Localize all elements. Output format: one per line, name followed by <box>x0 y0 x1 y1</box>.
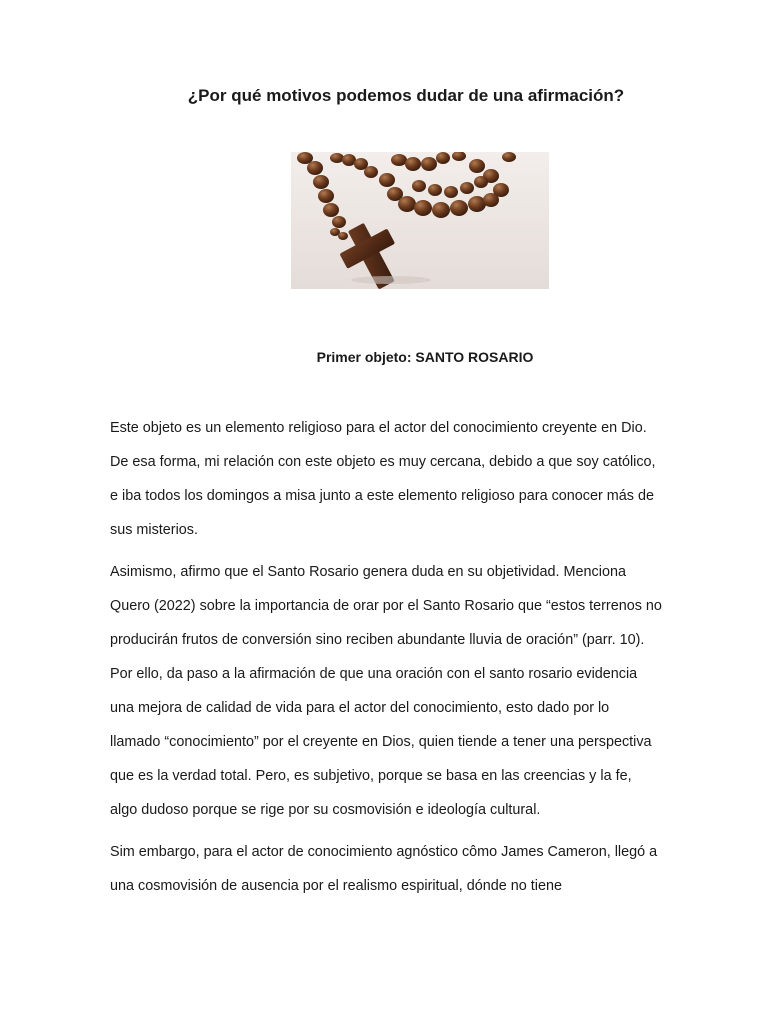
rosary-photo <box>291 152 549 289</box>
paragraph: Asimismo, afirmo que el Santo Rosario genera duda en su objetividad. Menciona Quero (2022) sobre la importancia de orar por el Santo Rosario que “estos terrenos no producirán frutos de conversión sino reciben abundante lluvia de oración” (parr. 10). Por ello, da paso a la afirmación de que una oración con el santo rosario evidencia una mejora de calidad de vida para el actor del conocimiento, esto dado por lo llamado “conocimiento” por el creyente en Dios, quien tiende a tener una perspectiva que es la verdad total. Pero, es subjetivo, porque se basa en las creencias y la fe, algo dudoso porque se rige por su cosmovisión e ideología cultural. <box>110 564 662 818</box>
paragraph: Sim embargo, para el actor de conocimiento agnóstico cômo James Cameron, llegó a una cosmovisión de ausencia por el realismo espiritual, dónde no tiene <box>110 844 658 894</box>
paragraph: Este objeto es un elemento religioso para el actor del conocimiento creyente en Dio. De esa forma, mi relación con este objeto es muy cercana, debido a que soy católico, e iba todos los domingos a misa junto a este elemento religioso para conocer más de sus misterios. <box>110 420 656 538</box>
document-title: ¿Por qué motivos podemos dudar de una afirmación? <box>187 86 625 105</box>
body-text <box>110 411 662 911</box>
section-heading: Primer objeto: SANTO ROSARIO <box>316 349 534 365</box>
